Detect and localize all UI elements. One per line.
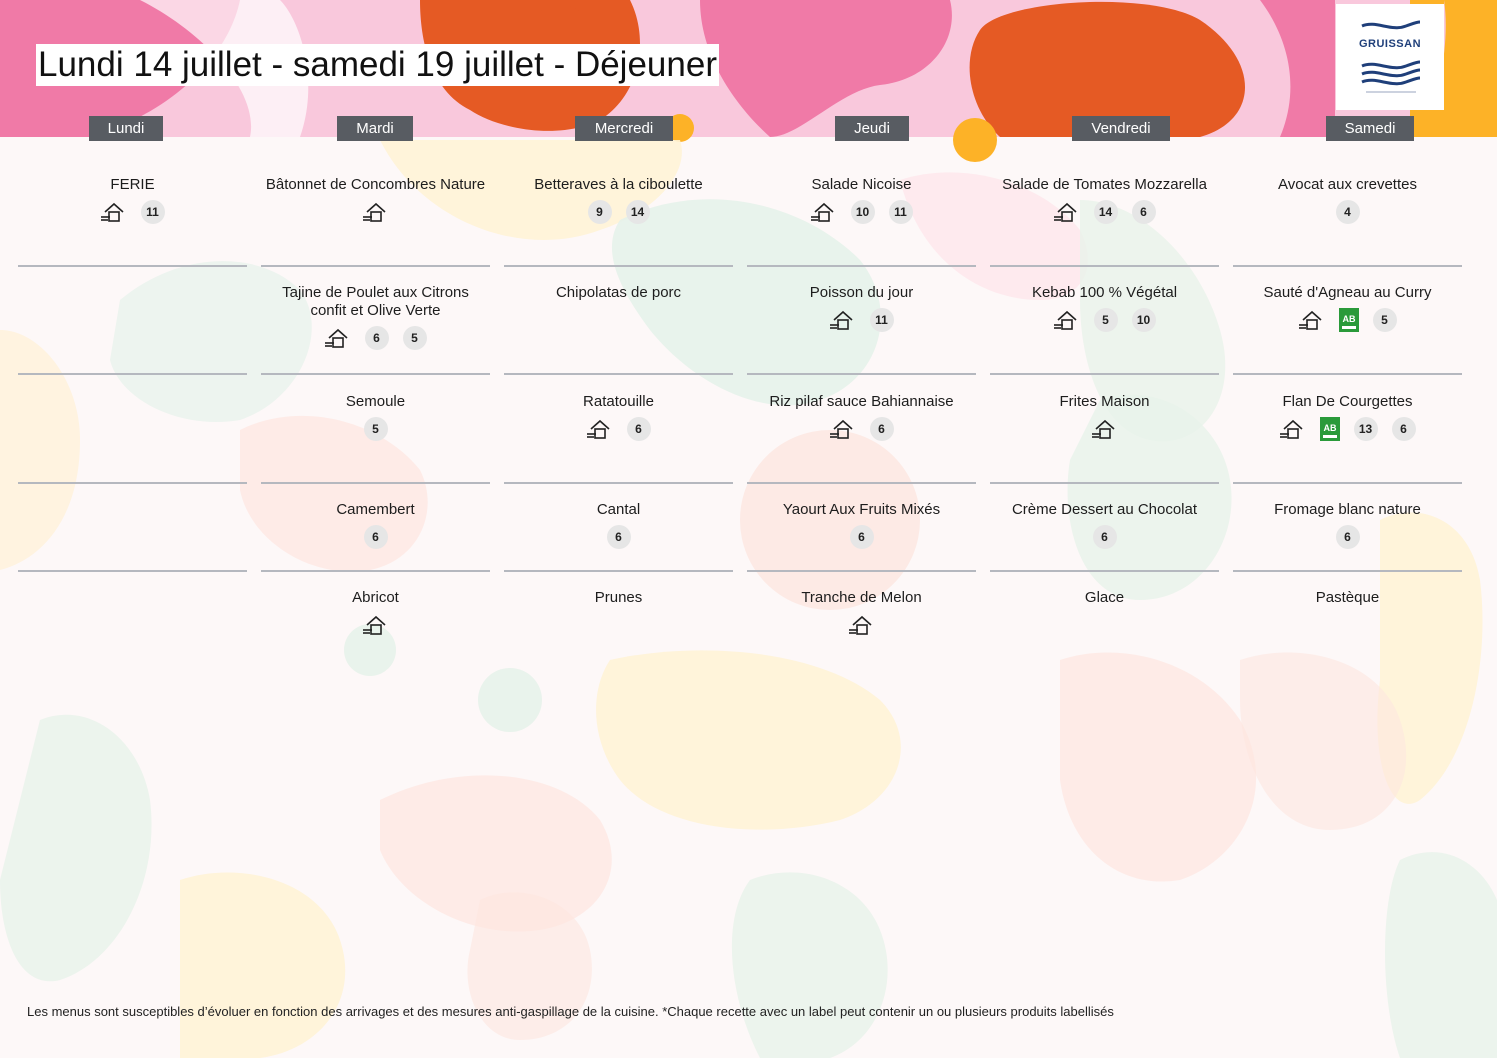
dish-name: Sauté d'Agneau au Curry [1263, 284, 1432, 301]
dish-name: Tranche de Melon [801, 589, 922, 606]
allergen-badge: 10 [851, 200, 875, 224]
row-separator [1233, 373, 1462, 375]
dish-name: Salade Nicoise [811, 176, 912, 193]
row-separator [1233, 265, 1462, 267]
menu-item [747, 589, 976, 637]
gruissan-logo [1336, 4, 1444, 110]
house-made-icon [1092, 417, 1118, 441]
day-header-jeudi: Jeudi [835, 116, 909, 141]
allergen-badge: 6 [1336, 525, 1360, 549]
allergen-badge: 6 [365, 326, 389, 350]
dish-name: Chipolatas de porc [555, 284, 682, 301]
allergen-badge: 11 [889, 200, 913, 224]
row-separator [18, 373, 247, 375]
dish-name: Semoule [345, 393, 406, 410]
house-made-icon [1299, 308, 1325, 332]
dish-name: Frites Maison [1059, 393, 1150, 410]
dish-labels [1233, 200, 1462, 224]
dish-labels [990, 308, 1219, 332]
menu-item [504, 393, 733, 441]
dish-name: Salade de Tomates Mozzarella [1002, 176, 1207, 193]
dish-name: Betteraves à la ciboulette [534, 176, 703, 193]
house-made-icon [830, 308, 856, 332]
menu-item [747, 176, 976, 224]
row-separator [1233, 482, 1462, 484]
row-separator [747, 570, 976, 572]
dish-labels [747, 613, 976, 637]
menu-item [747, 393, 976, 441]
row-separator [504, 482, 733, 484]
dish-labels [504, 525, 733, 549]
menu-item [990, 393, 1219, 441]
day-header-mercredi: Mercredi [575, 116, 673, 141]
logo-text: GRUISSAN [1358, 38, 1422, 50]
row-separator [747, 265, 976, 267]
menu-item [261, 501, 490, 549]
allergen-badge: 6 [850, 525, 874, 549]
dish-name: Fromage blanc nature [1274, 501, 1421, 518]
house-made-icon [1054, 200, 1080, 224]
dish-labels [504, 200, 733, 224]
day-header-vendredi: Vendredi [1072, 116, 1170, 141]
dish-labels [1233, 308, 1462, 332]
house-made-icon [101, 200, 127, 224]
dish-labels [990, 525, 1219, 549]
dish-labels [990, 417, 1219, 441]
allergen-badge: 5 [364, 417, 388, 441]
allergen-badge: 6 [1392, 417, 1416, 441]
row-separator [990, 373, 1219, 375]
row-separator [261, 373, 490, 375]
day-column-mercredi [504, 150, 733, 650]
menu-item [504, 501, 733, 549]
allergen-badge: 14 [1094, 200, 1118, 224]
allergen-badge: 6 [1093, 525, 1117, 549]
dish-labels [747, 525, 976, 549]
house-made-icon [363, 200, 389, 224]
row-separator [990, 570, 1219, 572]
dish-labels [747, 308, 976, 332]
dish-labels [18, 200, 247, 224]
menu-item [1233, 589, 1462, 607]
dish-name: Camembert [336, 501, 415, 518]
allergen-badge: 10 [1132, 308, 1156, 332]
allergen-badge: 6 [870, 417, 894, 441]
row-separator [261, 482, 490, 484]
allergen-badge: 4 [1336, 200, 1360, 224]
day-column-vendredi [990, 150, 1219, 650]
dish-name: Yaourt Aux Fruits Mixés [782, 501, 941, 518]
svg-text:AB: AB [1342, 314, 1355, 324]
menu-item [261, 589, 490, 637]
footer-note: Les menus sont susceptibles d’évoluer en fonction des arrivages et des mesures anti-gaspillage de la cuisine. *Chaque recette avec un label peut contenir un ou plusieurs produits labellisés [27, 1004, 1114, 1019]
row-separator [747, 482, 976, 484]
day-column-samedi [1233, 150, 1462, 650]
dish-name: Avocat aux crevettes [1278, 176, 1417, 193]
house-made-icon [325, 326, 351, 350]
row-separator [504, 570, 733, 572]
house-made-icon [1054, 308, 1080, 332]
row-separator [1233, 570, 1462, 572]
allergen-badge: 5 [403, 326, 427, 350]
day-column-jeudi [747, 150, 976, 650]
row-separator [18, 265, 247, 267]
dish-name: Ratatouille [583, 393, 654, 410]
dish-name: Riz pilaf sauce Bahiannaise [769, 393, 954, 410]
allergen-badge: 11 [870, 308, 894, 332]
row-separator [261, 570, 490, 572]
page-title: Lundi 14 juillet - samedi 19 juillet - Déjeuner [38, 45, 717, 84]
allergen-badge: 13 [1354, 417, 1378, 441]
svg-text:AB: AB [1323, 423, 1336, 433]
menu-item [261, 176, 490, 224]
dish-labels [990, 200, 1219, 224]
dish-name: Pastèque [1315, 589, 1380, 606]
menu-item [990, 589, 1219, 607]
dish-labels [261, 613, 490, 637]
menu-item [990, 501, 1219, 549]
house-made-icon [587, 417, 613, 441]
day-header-mardi: Mardi [337, 116, 413, 141]
dish-name: Crème Dessert au Chocolat [1011, 501, 1198, 518]
allergen-badge: 6 [627, 417, 651, 441]
house-made-icon [830, 417, 856, 441]
dish-name: Glace [1084, 589, 1125, 606]
menu-item [1233, 393, 1462, 441]
allergen-badge: 11 [141, 200, 165, 224]
house-made-icon [849, 613, 875, 637]
house-made-icon [811, 200, 837, 224]
menu-item [1233, 284, 1462, 332]
dish-name: Tajine de Poulet aux Citrons confit et Olive Verte [282, 284, 469, 319]
row-separator [504, 265, 733, 267]
menu-item [504, 589, 733, 607]
dish-labels [747, 417, 976, 441]
dish-labels [261, 417, 490, 441]
logo-waves-icon [1336, 4, 1444, 110]
dish-name: FERIE [110, 176, 155, 193]
dish-labels [1233, 525, 1462, 549]
menu-item [18, 176, 247, 224]
day-header-lundi: Lundi [89, 116, 163, 141]
menu-item [1233, 176, 1462, 224]
dish-labels [261, 326, 490, 350]
day-column-mardi [261, 150, 490, 650]
menu-item [261, 284, 490, 350]
day-header-samedi: Samedi [1326, 116, 1414, 141]
row-separator [261, 265, 490, 267]
dish-labels [747, 200, 976, 224]
row-separator [18, 482, 247, 484]
menu-item [1233, 501, 1462, 549]
dish-name: Abricot [352, 589, 399, 606]
dish-name: Bâtonnet de Concombres Nature [265, 176, 486, 193]
row-separator [747, 373, 976, 375]
dish-name: Flan De Courgettes [1282, 393, 1413, 410]
dish-name: Prunes [594, 589, 643, 606]
dish-labels [261, 200, 490, 224]
dish-name: Poisson du jour [809, 284, 914, 301]
menu-item [504, 284, 733, 302]
allergen-badge: 6 [1132, 200, 1156, 224]
menu-item [504, 176, 733, 224]
row-separator [18, 570, 247, 572]
menu-item [261, 393, 490, 441]
menu-item [747, 501, 976, 549]
allergen-badge: 5 [1373, 308, 1397, 332]
allergen-badge: 6 [364, 525, 388, 549]
row-separator [990, 482, 1219, 484]
day-column-lundi [18, 150, 247, 650]
dish-labels [504, 417, 733, 441]
row-separator [990, 265, 1219, 267]
dish-labels [1233, 417, 1462, 441]
allergen-badge: 5 [1094, 308, 1118, 332]
organic-ab-icon [1339, 308, 1359, 332]
row-separator [504, 373, 733, 375]
dish-name: Cantal [596, 501, 641, 518]
dish-labels [261, 525, 490, 549]
house-made-icon [363, 613, 389, 637]
allergen-badge: 14 [626, 200, 650, 224]
organic-ab-icon [1320, 417, 1340, 441]
house-made-icon [1280, 417, 1306, 441]
menu-item [990, 284, 1219, 332]
menu-item [747, 284, 976, 332]
menu-item [990, 176, 1219, 224]
allergen-badge: 9 [588, 200, 612, 224]
dish-name: Kebab 100 % Végétal [1031, 284, 1178, 301]
allergen-badge: 6 [607, 525, 631, 549]
